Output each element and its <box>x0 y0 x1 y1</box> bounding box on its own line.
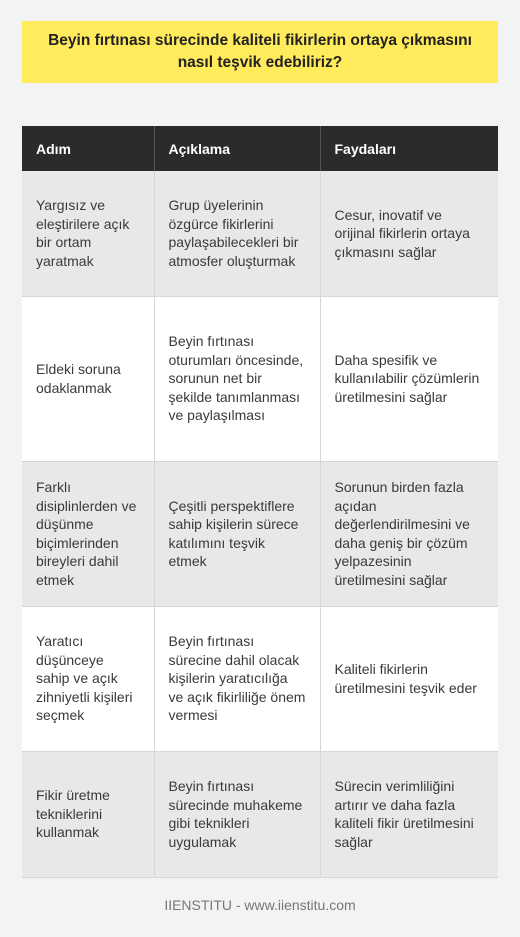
column-header-description: Açıklama <box>154 126 320 171</box>
title-banner <box>22 21 498 83</box>
cell-step: Fikir üretme tekniklerini kullanmak <box>22 751 154 877</box>
table-row <box>22 606 498 751</box>
cell-step: Yaratıcı düşünceye sahip ve açık zihniyetli kişileri seçmek <box>22 606 154 751</box>
column-header-benefits: Faydaları <box>320 126 498 171</box>
cell-benefits: Sürecin verimliliğini artırır ve daha fazla kaliteli fikir üretilmesini sağlar <box>320 751 498 877</box>
cell-description: Çeşitli perspektiflere sahip kişilerin sürece katılımını teşvik etmek <box>154 461 320 606</box>
cell-benefits: Sorunun birden fazla açıdan değerlendirilmesini ve daha geniş bir çözüm yelpazesinin üretilmesini sağlar <box>320 461 498 606</box>
cell-description: Beyin fırtınası sürecine dahil olacak kişilerin yaratıcılığa ve açık fikirliliğe önem vermesi <box>154 606 320 751</box>
cell-benefits: Daha spesifik ve kullanılabilir çözümlerin üretilmesini sağlar <box>320 296 498 461</box>
page-title: Beyin fırtınası sürecinde kaliteli fikirlerin ortaya çıkmasını nasıl teşvik edebiliriz? <box>48 32 472 71</box>
table-row <box>22 171 498 296</box>
table-row <box>22 751 498 877</box>
cell-step: Eldeki soruna odaklanmak <box>22 296 154 461</box>
cell-step: Farklı disiplinlerden ve düşünme biçimlerinden bireyleri dahil etmek <box>22 461 154 606</box>
table-row <box>22 296 498 461</box>
cell-step: Yargısız ve eleştirilere açık bir ortam yaratmak <box>22 171 154 296</box>
steps-table <box>22 126 498 878</box>
cell-description: Beyin fırtınası oturumları öncesinde, sorunun net bir şekilde tanımlanması ve paylaşılması <box>154 296 320 461</box>
cell-description: Grup üyelerinin özgürce fikirlerini paylaşabilecekleri bir atmosfer oluşturmak <box>154 171 320 296</box>
table-row <box>22 461 498 606</box>
cell-benefits: Kaliteli fikirlerin üretilmesini teşvik eder <box>320 606 498 751</box>
table-header-row <box>22 126 498 171</box>
cell-description: Beyin fırtınası sürecinde muhakeme gibi teknikleri uygulamak <box>154 751 320 877</box>
footer-credit: IIENSTITU - www.iienstitu.com <box>164 897 356 913</box>
column-header-step: Adım <box>22 126 154 171</box>
cell-benefits: Cesur, inovatif ve orijinal fikirlerin ortaya çıkmasını sağlar <box>320 171 498 296</box>
